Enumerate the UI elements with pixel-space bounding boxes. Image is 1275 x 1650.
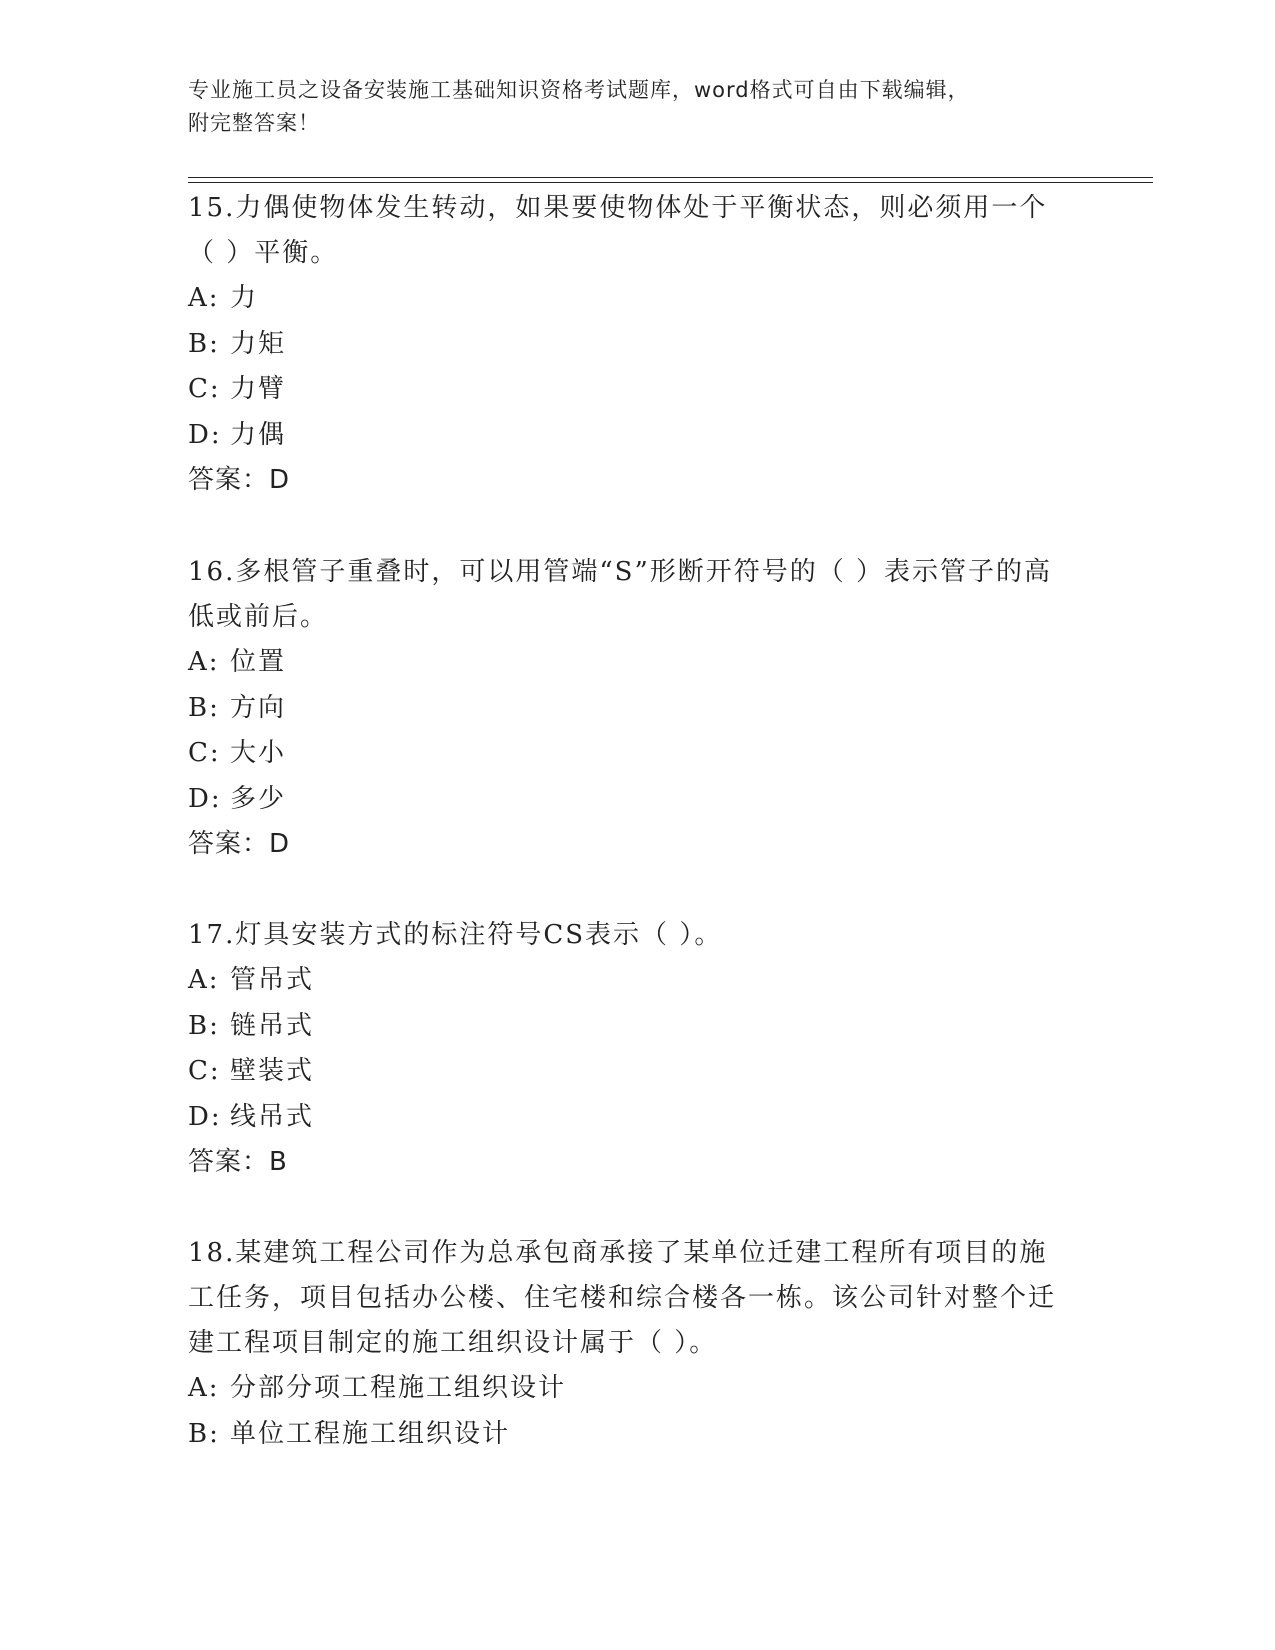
question-text: 17.灯具安装方式的标注符号CS表示（ ）。 xyxy=(188,920,723,950)
option-text: 链吊式 xyxy=(230,1010,315,1041)
option-letter: A: xyxy=(188,283,220,313)
option-letter: C: xyxy=(188,738,221,768)
option-letter: B: xyxy=(188,1010,220,1041)
option-c xyxy=(188,367,1088,413)
option-text: 多少 xyxy=(230,783,287,814)
option-text: 大小 xyxy=(230,738,287,768)
option-a xyxy=(188,276,1088,322)
option-letter: A: xyxy=(188,647,220,677)
header-divider-bottom xyxy=(188,182,1153,183)
option-text: 位置 xyxy=(230,647,287,677)
option-letter: C: xyxy=(188,374,221,404)
answer-line: 答案：B xyxy=(188,1147,288,1177)
question-17 xyxy=(188,913,1088,1185)
option-c xyxy=(188,1049,1088,1095)
option-c xyxy=(188,731,1088,777)
option-b xyxy=(188,686,1088,732)
option-b xyxy=(188,1412,1088,1458)
document-header xyxy=(188,74,1088,140)
option-text: 壁装式 xyxy=(230,1056,315,1086)
question-15 xyxy=(188,186,1088,503)
option-d xyxy=(188,1095,1088,1141)
question-text: 15.力偶使物体发生转动，如果要使物体处于平衡状态，则必须用一个（ ）平衡。 xyxy=(188,193,1048,268)
option-b xyxy=(188,1004,1088,1050)
option-text: 力矩 xyxy=(230,328,287,359)
option-a xyxy=(188,958,1088,1004)
option-text: 分部分项工程施工组织设计 xyxy=(230,1373,567,1403)
option-d xyxy=(188,777,1088,823)
option-text: 管吊式 xyxy=(230,965,315,995)
option-letter: A: xyxy=(188,1373,220,1403)
option-letter: D: xyxy=(188,783,222,814)
option-text: 力 xyxy=(230,283,259,313)
question-16 xyxy=(188,550,1088,867)
option-text: 单位工程施工组织设计 xyxy=(230,1418,511,1449)
option-text: 线吊式 xyxy=(230,1101,315,1132)
option-letter: C: xyxy=(188,1056,221,1086)
answer-line: 答案：D xyxy=(188,829,291,859)
option-b xyxy=(188,322,1088,368)
option-letter: B: xyxy=(188,1418,220,1449)
header-line-2: 附完整答案！ xyxy=(188,111,320,135)
header-line-1: 专业施工员之设备安装施工基础知识资格考试题库，word格式可自由下载编辑， xyxy=(188,78,970,102)
option-letter: A: xyxy=(188,965,220,995)
option-a xyxy=(188,640,1088,686)
question-18 xyxy=(188,1231,1088,1457)
option-letter: D: xyxy=(188,419,222,450)
option-text: 力偶 xyxy=(230,419,287,450)
question-text: 18.某建筑工程公司作为总承包商承接了某单位迁建工程所有项目的施工任务，项目包括办公楼、住宅楼和综合楼各一栋。该公司针对整个迁建工程项目制定的施工组织设计属于（ ）。 xyxy=(188,1238,1057,1358)
option-d xyxy=(188,413,1088,459)
answer-line: 答案：D xyxy=(188,465,291,495)
option-letter: D: xyxy=(188,1101,222,1132)
option-letter: B: xyxy=(188,328,220,359)
option-letter: B: xyxy=(188,692,220,723)
option-text: 力臂 xyxy=(230,374,287,404)
option-text: 方向 xyxy=(230,692,287,723)
question-text: 16.多根管子重叠时，可以用管端“S”形断开符号的（ ）表示管子的高低或前后。 xyxy=(188,557,1053,632)
header-divider-top xyxy=(188,177,1153,178)
option-a xyxy=(188,1366,1088,1412)
